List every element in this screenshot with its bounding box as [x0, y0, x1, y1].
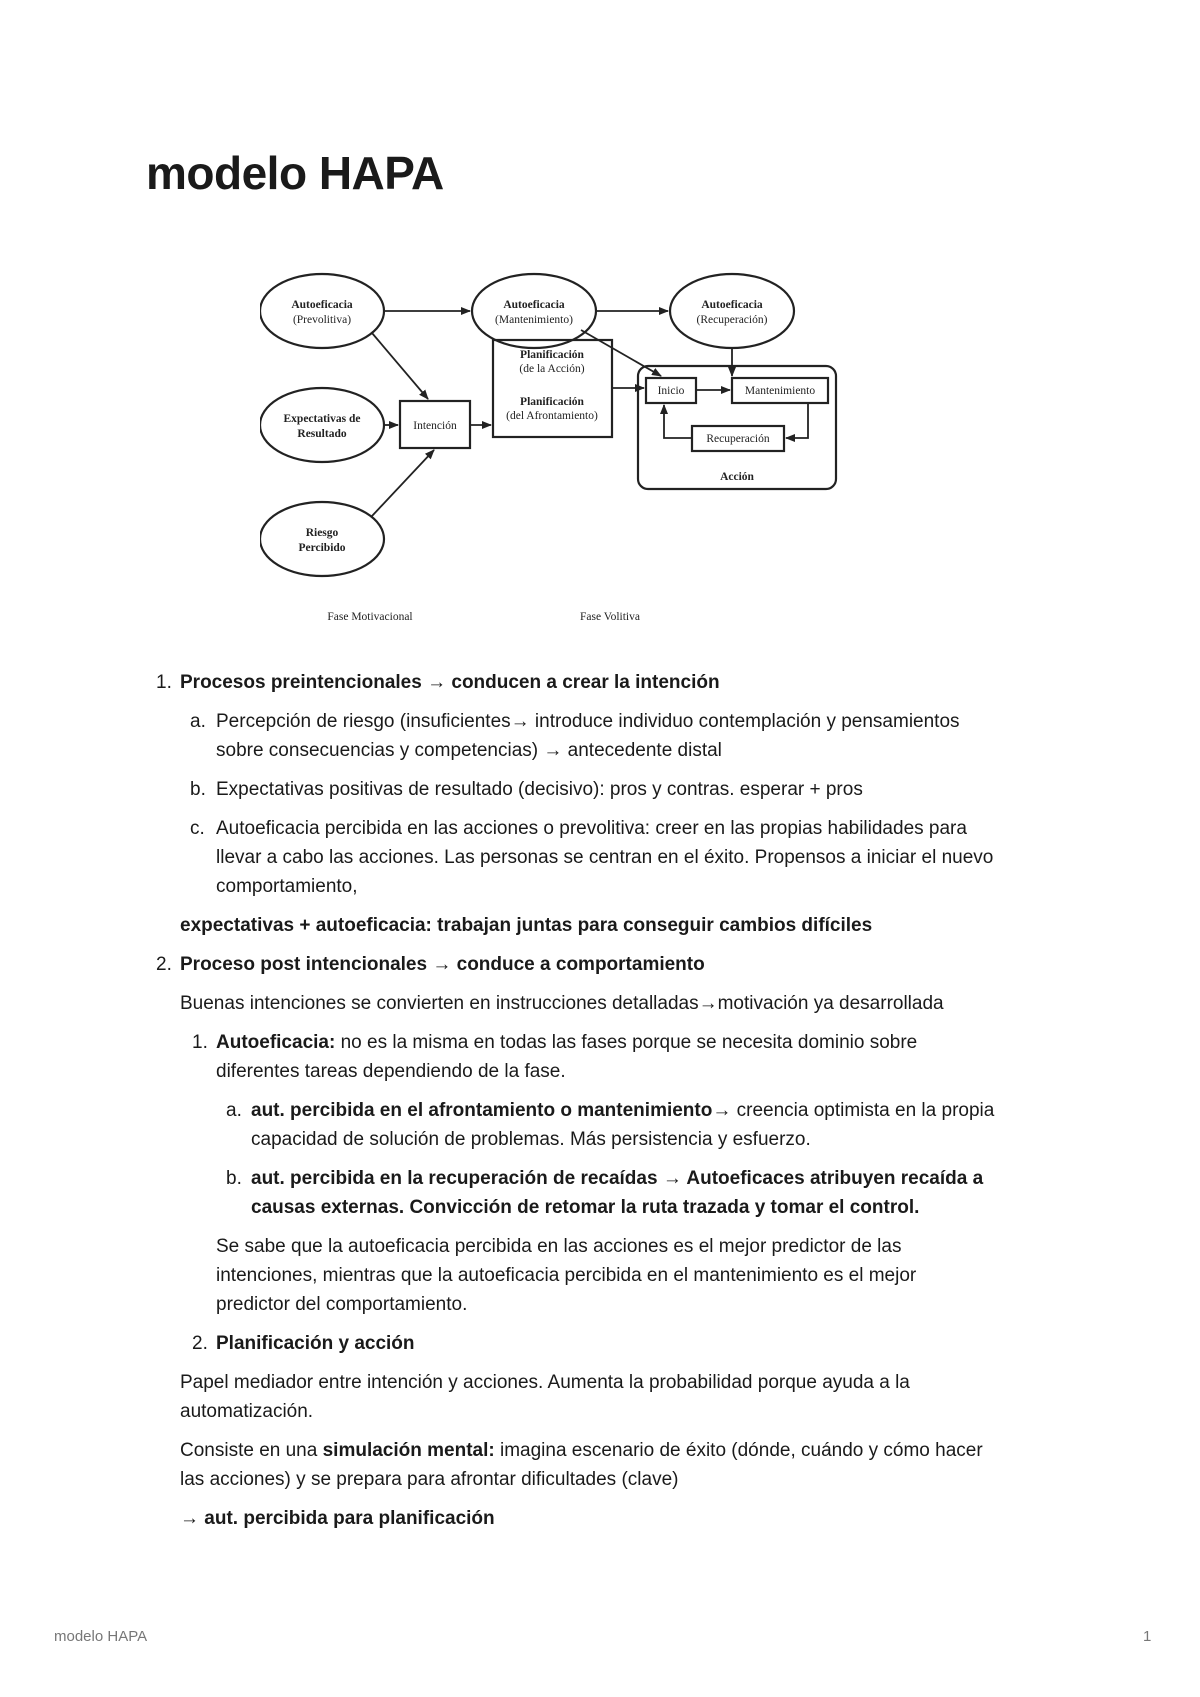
list-item-c: c. Autoeficacia percibida en las acciones o prevolitiva: creer en las propias habilidades para llevar a cabo las acciones. Las personas se centran en el éxito. Propensos a iniciar el nuevo comportamiento, [190, 818, 994, 897]
expectativas-line1: Expectativas de [283, 413, 361, 425]
fase-motivacional-label: Fase Motivacional [327, 611, 413, 623]
plan-afront-title: Planificación [520, 396, 584, 408]
inicio-label: Inicio [657, 385, 685, 397]
section-1-summary: expectativas + autoeficacia: trabajan juntas para conseguir cambios difíciles [180, 915, 873, 936]
plan-afront-sub: (del Afrontamiento) [506, 410, 598, 422]
list-item-recuperacion: b. aut. percibida en la recuperación de recaídas → Autoeficaces atribuyen recaída a causas externas. Convicción de retomar la ruta trazada y tomar el control. [226, 1168, 984, 1218]
recuperacion-label: Recuperación [706, 433, 770, 445]
plan-accion-title: Planificación [520, 349, 584, 361]
autoeficacia-mantenimiento-sub: (Mantenimiento) [495, 314, 573, 326]
autoeficacia-recuperacion-sub: (Recuperación) [696, 314, 768, 326]
footer-title: modelo HAPA [54, 1628, 148, 1645]
list-item-b: b. Expectativas positivas de resultado (decisivo): pros y contras. esperar + pros [190, 779, 863, 800]
main-content [146, 668, 1066, 1533]
riesgo-line2: Percibido [298, 542, 346, 554]
riesgo-line1: Riesgo [305, 527, 339, 539]
expectativas-line2: Resultado [297, 428, 347, 440]
hapa-diagram [260, 262, 920, 632]
fase-volitiva-label: Fase Volitiva [580, 611, 640, 623]
subsection-autoeficacia: 1. Autoeficacia: no es la misma en todas las fases porque se necesita dominio sobre diferentes tareas dependiendo de la fase. [192, 1032, 918, 1082]
autoeficacia-prevolitiva-sub: (Prevolitiva) [292, 314, 352, 326]
autoeficacia-recuperacion-title: Autoeficacia [701, 299, 763, 311]
predictor-paragraph: Se sabe que la autoeficacia percibida en las acciones es el mejor predictor de las intenciones, mientras que la autoeficacia percibida en el mantenimiento es el mejor predictor del comportamiento. [216, 1236, 917, 1315]
section-2-heading: 2. Proceso post intencionales → conduce a comportamiento [156, 954, 705, 975]
section-1-heading: 1. Procesos preintencionales → conducen a crear la intención [156, 672, 720, 693]
list-item-a: a. Percepción de riesgo (insuficientes→ introduce individuo contemplación y pensamientos sobre consecuencias y competencias) → antecedente distal [190, 711, 960, 761]
section-2-intro: Buenas intenciones se convierten en instrucciones detalladas→motivación ya desarrollada [180, 993, 944, 1014]
planificacion-arrow-note: → aut. percibida para planificación [180, 1508, 495, 1529]
autoeficacia-prevolitiva-title: Autoeficacia [291, 299, 353, 311]
mantenimiento-label: Mantenimiento [744, 385, 816, 397]
mediator-paragraph: Papel mediador entre intención y acciones. Aumenta la probabilidad porque ayuda a la automatización. [180, 1372, 910, 1422]
plan-accion-sub: (de la Acción) [519, 363, 585, 375]
autoeficacia-mantenimiento-title: Autoeficacia [503, 299, 565, 311]
page-number: 1 [1143, 1628, 1152, 1645]
simulation-paragraph: Consiste en una simulación mental: imagina escenario de éxito (dónde, cuándo y cómo hacer las acciones) y se prepara para afrontar dificultades (clave) [180, 1440, 983, 1490]
subsection-planificacion: 2. Planificación y acción [192, 1333, 415, 1354]
intencion-label: Intención [413, 420, 457, 432]
list-item-afrontamiento: a. aut. percibida en el afrontamiento o mantenimiento→ creencia optimista en la propia capacidad de solución de problemas. Más persistencia y esfuerzo. [226, 1100, 995, 1150]
accion-label: Acción [720, 471, 754, 483]
page-title: modelo HAPA [146, 147, 444, 199]
